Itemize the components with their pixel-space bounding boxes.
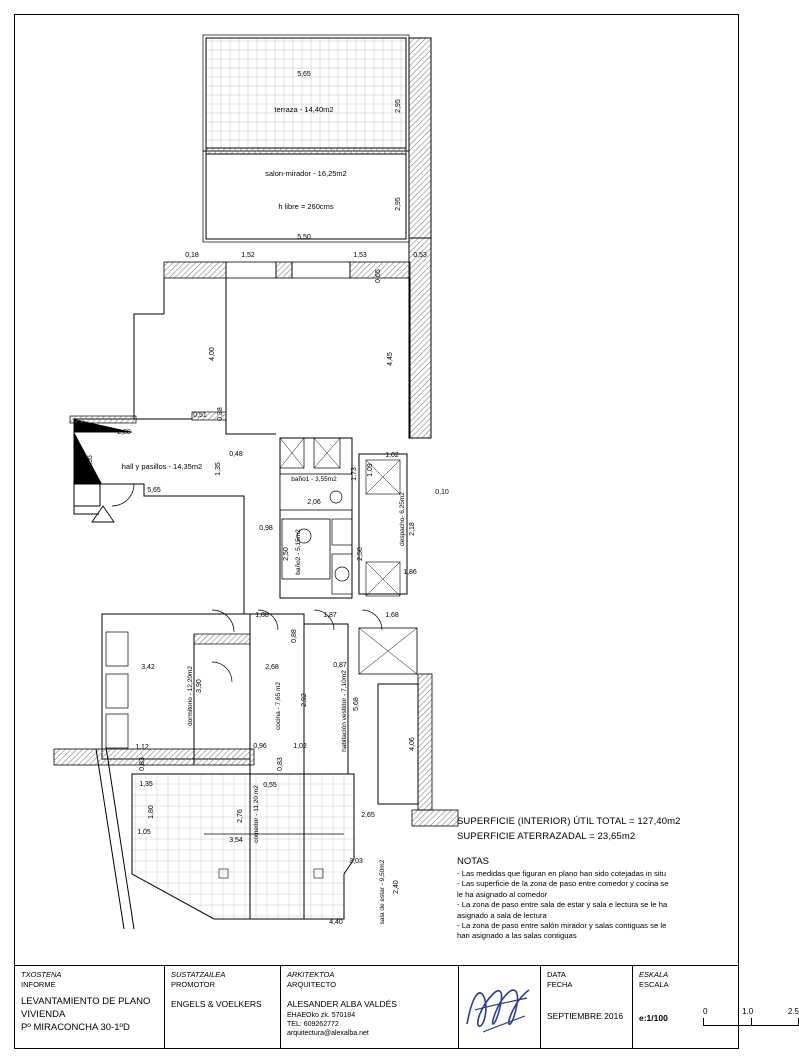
dim-label: 2,05	[87, 455, 94, 469]
date-label-eu: DATA	[547, 970, 566, 979]
signature-icon	[459, 966, 541, 1048]
title-block-promoter	[165, 966, 281, 1048]
room-label: despacho- 6,25m2	[399, 492, 406, 546]
architect-phone: TEL: 609262772	[287, 1020, 339, 1028]
dim-label: 0,18	[185, 252, 199, 259]
dim-label: 2,95	[395, 197, 402, 211]
dim-label: 4,40	[329, 919, 343, 926]
promoter-label-eu: SUSTATZAILEA	[171, 970, 226, 979]
title-block	[14, 965, 799, 1049]
scale-tick-1: 1.0	[742, 1007, 754, 1016]
dim-label: 2,40	[393, 880, 400, 894]
dim-label: 1,68	[385, 612, 399, 619]
dim-label: 0,48	[229, 451, 243, 458]
report-line-1: LEVANTAMIENTO DE PLANO	[21, 996, 151, 1007]
dim-label: 0,51	[193, 412, 207, 419]
title-block-scale	[633, 966, 799, 1048]
dim-label: 1,05	[137, 829, 151, 836]
report-line-3: Pº MIRACONCHA 30-1ºD	[21, 1022, 130, 1033]
dim-label: 0,83	[277, 757, 284, 771]
dim-label: 2,50	[357, 547, 364, 561]
scale-tick-2: 2.5	[787, 1007, 799, 1016]
notes-title: NOTAS	[457, 856, 490, 867]
dim-label: 1,88	[255, 612, 269, 619]
dim-label: 2,65	[361, 812, 375, 819]
title-block-date	[541, 966, 633, 1048]
room-label: cocina - 7,65 m2	[275, 681, 282, 731]
dim-label: 1,35	[139, 781, 153, 788]
dim-label: 2,88	[117, 429, 131, 436]
room-label: baño1 - 3,55m2	[291, 476, 337, 483]
dim-label: 0,83	[139, 757, 146, 771]
architect-name: ALESANDER ALBA VALDÉS	[287, 999, 397, 1009]
dim-label: 0,65	[375, 269, 382, 283]
dim-label: 3,42	[141, 664, 155, 671]
room-label: terraza - 14,40m2	[274, 105, 334, 114]
title-block-signature	[459, 966, 541, 1048]
room-label: baño2 - 5,15m2	[295, 529, 302, 575]
dim-label: 2,18	[409, 522, 416, 536]
dim-label: 2,06	[307, 499, 321, 506]
surface-total: SUPERFICIE (INTERIOR) ÚTIL TOTAL = 127,40m2	[457, 816, 681, 827]
title-block-architect	[281, 966, 459, 1048]
scale-label-es: ESCALA	[639, 979, 669, 989]
report-label-eu: TXOSTENA	[21, 970, 62, 979]
note-line: - Las superficie de la zona de paso entre comedor y cocina se	[457, 879, 669, 889]
dim-label: 1,09	[367, 463, 374, 477]
dim-label: 4,06	[409, 737, 416, 751]
dim-label: 1,53	[353, 252, 367, 259]
dim-label: 5,68	[353, 697, 360, 711]
dim-label: 1,73	[351, 467, 358, 481]
dim-label: 1,80	[148, 805, 155, 819]
dim-label: 1,02	[293, 743, 307, 750]
architect-label-es: ARQUITECTO	[287, 979, 337, 989]
room-label: dormitorio - 12,20m2	[187, 666, 194, 726]
room-label: habitación vestidor - 7,10m2	[341, 670, 348, 752]
scale-label-eu: ESKALA	[639, 970, 669, 979]
dim-label: 1,86	[403, 569, 417, 576]
note-line: le ha asignado al comedor	[457, 889, 548, 899]
room-label: sala de estar - 9,50m2	[379, 859, 386, 925]
date-label-es: FECHA	[547, 979, 573, 989]
report-label-es: INFORME	[21, 979, 56, 989]
dim-label: 4,45	[387, 352, 394, 366]
dim-label: 4,00	[209, 347, 216, 361]
architect-email: arquitectura@alexalba.net	[287, 1029, 369, 1037]
dim-label: 2,68	[265, 664, 279, 671]
note-line: han asignado a las salas contiguas	[457, 931, 577, 941]
note-line: - La zona de paso entre salón mirador y salas contiguas se le	[457, 921, 667, 931]
dim-label: 3,03	[349, 858, 363, 865]
room-label: hall y pasillos - 14,35m2	[121, 462, 203, 471]
scale-tick-0: 0	[703, 1007, 708, 1016]
note-line: - Las medidas que figuran en plano han sido cotejadas in situ	[457, 869, 666, 878]
note-line: - La zona de paso entre sala de estar y sala e lectura se le ha	[457, 900, 668, 910]
dim-label: 0,38	[217, 407, 224, 421]
dim-label: 1,87	[323, 612, 337, 619]
dim-label: 2,76	[237, 809, 244, 823]
dim-label: 5,65	[147, 487, 161, 494]
dim-label: 3,54	[229, 837, 243, 844]
architect-label-eu: ARKITEKTOA	[287, 970, 335, 979]
dim-label: 1,52	[241, 252, 255, 259]
dim-label: 0,10	[435, 489, 449, 496]
dim-label: 3,90	[196, 679, 203, 693]
dim-label: 2,95	[395, 99, 402, 113]
dim-label: 2,50	[283, 547, 290, 561]
note-line: asignado a sala de lectura	[457, 910, 547, 920]
dim-label: 0,88	[291, 629, 298, 643]
dim-label: 5,50	[297, 234, 311, 241]
title-block-report	[15, 966, 165, 1048]
surface-terrace: SUPERFICIE ATERRAZADAL = 23,65m2	[457, 831, 636, 842]
date-value: SEPTIEMBRE 2016	[547, 1011, 624, 1021]
dim-label: 0,53	[413, 252, 427, 259]
promoter-name: ENGELS & VOELKERS	[171, 999, 262, 1009]
dim-label: 1,35	[215, 462, 222, 476]
dim-label: 0,87	[333, 662, 347, 669]
architect-registry: EHAEOko zk. 570184	[287, 1011, 356, 1019]
surface-and-notes-block	[457, 816, 732, 942]
dim-label: 0,98	[259, 525, 273, 532]
promoter-label-es: PROMOTOR	[171, 979, 216, 989]
report-line-2: VIVIENDA	[21, 1009, 66, 1020]
scale-bar	[703, 1007, 799, 1026]
dim-label: 5,65	[297, 71, 311, 78]
room-label: h libre = 260cms	[278, 202, 334, 211]
room-label: comedor - 11,20 m2	[253, 785, 260, 843]
dim-label: 1,12	[135, 744, 149, 751]
dim-label: 1,02	[385, 452, 399, 459]
dim-label: 0,96	[253, 743, 267, 750]
dim-label: 0,55	[263, 782, 277, 789]
scale-value: e:1/100	[639, 1013, 668, 1023]
room-label: salon-mirador - 16,25m2	[265, 169, 347, 178]
dim-label: 2,92	[301, 693, 308, 707]
